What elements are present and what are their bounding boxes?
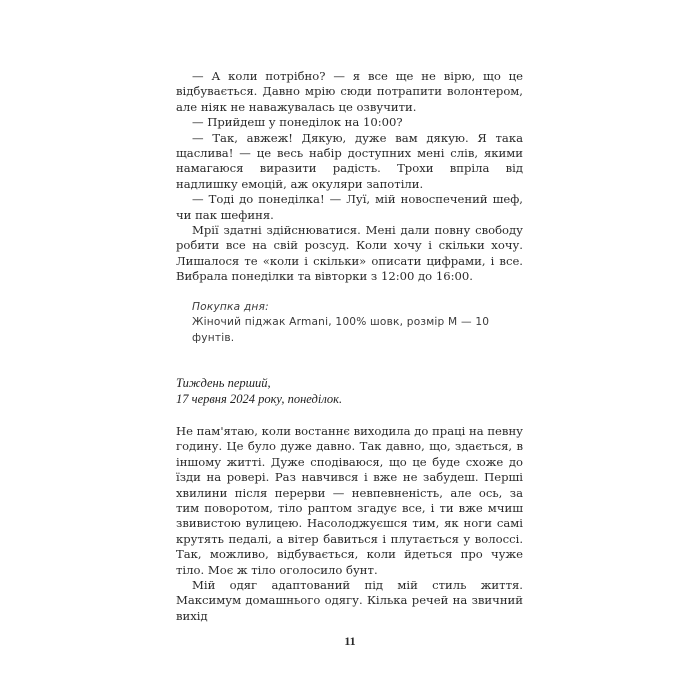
purchase-of-the-day (192, 300, 522, 346)
purchase-label: Покупка дня: (192, 301, 269, 313)
paragraph: — Так, авжеж! Дякую, дуже вам дякую. Я така щаслива! — це весь набір доступних мені слів, якими намагаюся виразити радість. Трохи впріла від надлишку емоцій, аж окуляри запотіли. (176, 130, 523, 191)
heading-week: Тиждень перший, (176, 376, 271, 390)
heading-date: 17 червня 2024 року, понеділок. (176, 392, 343, 406)
paragraph: — А коли потрібно? — я все ще не вірю, що це відбувається. Давно мрію сюди потрапити волонтером, але ніяк не наважувалась це озвучити. (176, 69, 523, 114)
paragraph: — Тоді до понеділка! — Луї, мій новоспечений шеф, чи пак шефиня. (176, 192, 523, 222)
purchase-item: Жіночий піджак Armani, 100% шовк, розмір M — 10 фунтів. (192, 316, 490, 344)
body-section (176, 424, 523, 624)
page-number: 11 (344, 634, 356, 648)
dialogue-section (176, 69, 523, 285)
paragraph: Мій одяг адаптований під мій стиль життя. Максимум домашнього одягу. Кілька речей на звичний вихід (176, 578, 523, 623)
paragraph: Не пам'ятаю, коли востаннє виходила до праці на певну годину. Це було дуже давно. Так давно, що, здається, в іншому житті. Дуже сподіваюся, що це буде схоже до їзди на ровері. Раз навчився і вже не забудеш. Перші хвилини після перерви — невпевненість, але ось, за тим поворотом, тіло раптом згадує все, і ти вже мчиш звивистою вулицею. Насолоджуєшся тим, як ноги самі крутять педалі, а вітер бавиться і плутається у волоссі. Так, можливо, відбувається, коли йдеться про чуже тіло. Моє ж тіло оголосило бунт. (176, 424, 523, 577)
section-heading (176, 375, 523, 407)
paragraph: Мрії здатні здійснюватися. Мені дали повну свободу робити все на свій розсуд. Коли хочу і скільки хочу. Лишалося те «коли і скільки» описати цифрами, і все. Вибрала понеділки та вівторки з 12:00 до 16:00. (176, 223, 523, 284)
paragraph: — Прийдеш у понеділок на 10:00? (192, 115, 403, 130)
